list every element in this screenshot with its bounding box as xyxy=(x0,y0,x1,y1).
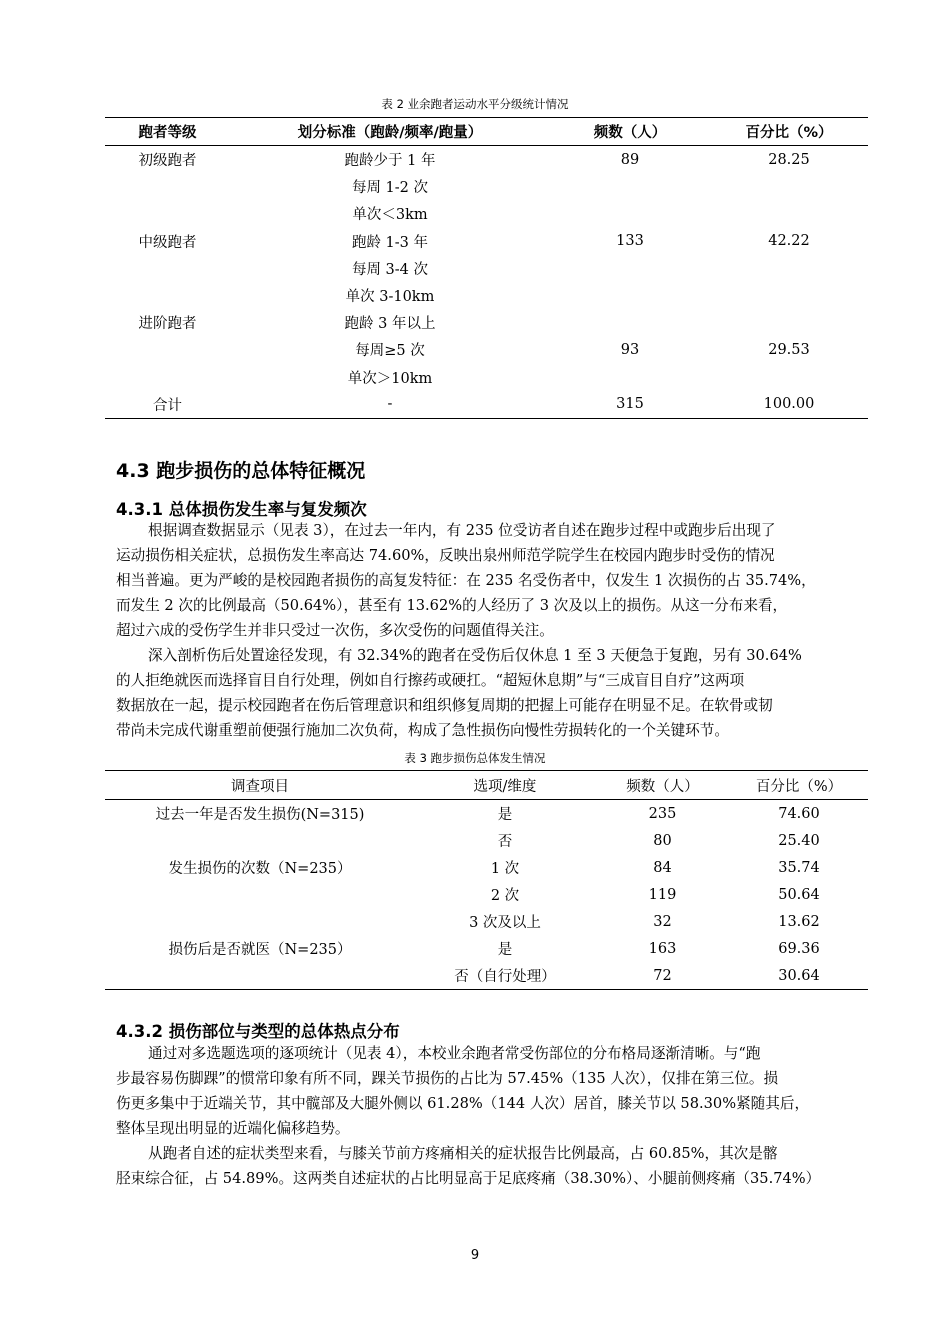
table-cell: 3 次及以上 xyxy=(469,915,541,931)
paragraph-line: 深入剖析伤后处置途径发现，有 32.34%的跑者在受伤后仅休息 1 至 3 天便急于复跑，另有 30.64% xyxy=(148,647,802,664)
table-cell: 2 次 xyxy=(490,888,520,904)
paragraph-line: 伤更多集中于近端关节，其中髋部及大腿外侧以 61.28%（144 人次）居首，膝关节以 58.30%紧随其后， xyxy=(116,1095,810,1112)
table-cell: 80 xyxy=(653,832,672,849)
table-cell xyxy=(105,881,415,908)
table-row xyxy=(105,200,868,227)
table3-caption: 表 3 跑步损伤总体发生情况 xyxy=(404,751,546,765)
table2-header-cell: 划分标准（跑龄/频率/跑量） xyxy=(230,118,550,146)
section-heading-4-3: 4.3 跑步损伤的总体特征概况 xyxy=(116,460,366,482)
table3-header-cell: 调查项目 xyxy=(105,771,415,800)
table-row xyxy=(105,935,868,962)
table-cell: 单次＜3km xyxy=(352,207,428,224)
table-cell: 89 xyxy=(620,151,640,168)
table-row xyxy=(105,309,868,336)
table-cell: 1 次 xyxy=(490,861,520,877)
table-cell: 跑龄 3 年以上 xyxy=(344,316,436,333)
table-cell xyxy=(550,282,710,309)
table-cell: 是 xyxy=(497,942,513,958)
table-cell xyxy=(550,173,710,200)
table-cell: 跑龄少于 1 年 xyxy=(344,153,436,170)
table2-header-cell: 跑者等级 xyxy=(105,118,230,146)
table3-header-cell: 选项/维度 xyxy=(415,771,595,800)
table-cell: 每周 1-2 次 xyxy=(351,180,429,197)
table-cell: 30.64 xyxy=(778,967,820,984)
table-row xyxy=(105,282,868,309)
paragraph-line: 胫束综合征，占 54.89%。这两类自述症状的占比明显高于足底疼痛（38.30%）、小腿前侧疼痛（35.74%） xyxy=(116,1170,821,1187)
table-cell: 28.25 xyxy=(768,151,810,168)
table-cell: 合计 xyxy=(153,397,182,414)
table-cell: 过去一年是否发生损伤(N=315) xyxy=(155,807,365,823)
table-cell: 中级跑者 xyxy=(138,234,197,251)
table-cell xyxy=(710,364,868,391)
table-row xyxy=(105,173,868,200)
table-cell: 84 xyxy=(653,859,672,876)
table-cell: 72 xyxy=(653,967,672,984)
paragraph-line: 从跑者自述的症状类型来看，与膝关节前方疼痛相关的症状报告比例最高，占 60.85%，其次是髂 xyxy=(148,1145,778,1162)
table-cell xyxy=(550,255,710,282)
table-cell: 235 xyxy=(648,805,677,822)
table-row xyxy=(105,962,868,990)
table2 xyxy=(105,117,868,419)
paragraph-line: 数据放在一起，提示校园跑者在伤后管理意识和组织修复周期的把握上可能存在明显不足。在软骨或韧 xyxy=(116,697,773,714)
table-cell: 69.36 xyxy=(778,940,820,957)
section-heading-4-3-2: 4.3.2 损伤部位与类型的总体热点分布 xyxy=(116,1022,400,1041)
paragraph-line: 超过六成的受伤学生并非只受过一次伤，多次受伤的问题值得关注。 xyxy=(116,622,554,639)
table-cell: 74.60 xyxy=(778,805,820,822)
table-cell xyxy=(105,255,230,282)
paragraph-line: 根据调查数据显示（见表 3），在过去一年内，有 235 位受访者自述在跑步过程中或跑步后出现了 xyxy=(148,522,776,539)
table-cell: 初级跑者 xyxy=(138,153,197,170)
table-cell: 单次 3-10km xyxy=(345,289,435,306)
table3-header-row xyxy=(105,771,868,800)
table-cell: 13.62 xyxy=(778,913,820,930)
table-cell xyxy=(710,282,868,309)
table-cell xyxy=(105,282,230,309)
paragraph-line: 带尚未完成代谢重塑前便强行施加二次负荷，构成了急性损伤向慢性劳损转化的一个关键环节。 xyxy=(116,722,729,739)
table-cell xyxy=(105,173,230,200)
table-cell: 93 xyxy=(620,341,640,358)
section-heading-4-3-1: 4.3.1 总体损伤发生率与复发频次 xyxy=(116,500,367,519)
paragraph-line: 整体呈现出明显的近端化偏移趋势。 xyxy=(116,1120,350,1137)
table-cell: 29.53 xyxy=(768,341,810,358)
table-cell: 50.64 xyxy=(778,886,820,903)
table-row xyxy=(105,146,868,174)
table-cell xyxy=(710,173,868,200)
table-cell: 发生损伤的次数（N=235） xyxy=(168,861,352,877)
table2-header-cell: 百分比（%） xyxy=(710,118,868,146)
table-cell: - xyxy=(387,396,393,413)
table-cell: 119 xyxy=(648,886,677,903)
table-cell: 损伤后是否就医（N=235） xyxy=(168,942,352,958)
paragraph-line: 的人拒绝就医而选择盲目自行处理，例如自行擦药或硬扛。“超短休息期”与“三成盲目自疗”这两项 xyxy=(116,672,745,689)
table-cell xyxy=(550,364,710,391)
table-cell: 单次＞10km xyxy=(347,370,433,387)
table3-header-cell: 百分比（%） xyxy=(730,771,868,800)
table-row xyxy=(105,228,868,255)
table-cell: 否（自行处理） xyxy=(454,969,556,985)
paragraph-line: 相当普遍。更为严峻的是校园跑者损伤的高复发特征：在 235 名受伤者中，仅发生 1 次损伤的占 35.74%， xyxy=(116,572,816,589)
table-cell: 32 xyxy=(653,913,672,930)
table-cell: 133 xyxy=(616,233,644,250)
table-row xyxy=(105,881,868,908)
table-cell: 25.40 xyxy=(778,832,820,849)
table-row xyxy=(105,854,868,881)
table-cell xyxy=(105,962,415,990)
paragraph-line: 通过对多选题选项的逐项统计（见表 4），本校业余跑者常受伤部位的分布格局逐渐清晰。与“跑 xyxy=(148,1045,761,1062)
table-cell: 每周≥5 次 xyxy=(355,343,425,360)
table-cell xyxy=(550,309,710,336)
table-cell xyxy=(550,200,710,227)
table2-header-cell: 频数（人） xyxy=(550,118,710,146)
table3-header-cell: 频数（人） xyxy=(595,771,730,800)
table-cell xyxy=(105,364,230,391)
table-cell xyxy=(105,908,415,935)
table-cell: 否 xyxy=(497,834,513,850)
paragraph-line: 步最容易伤脚踝”的惯常印象有所不同，踝关节损伤的占比为 57.45%（135 人次），仅排在第三位。损 xyxy=(116,1070,779,1087)
table-cell xyxy=(710,255,868,282)
table-cell xyxy=(105,200,230,227)
table-cell xyxy=(105,827,415,854)
table-cell: 42.22 xyxy=(768,233,810,250)
table3 xyxy=(105,770,868,990)
table-row xyxy=(105,336,868,363)
table-cell: 是 xyxy=(497,807,513,823)
paragraph-line: 运动损伤相关症状，总损伤发生率高达 74.60%，反映出泉州师范学院学生在校园内跑步时受伤的情况 xyxy=(116,547,775,564)
table-cell: 315 xyxy=(616,396,644,413)
table-cell: 100.00 xyxy=(763,396,815,413)
table-cell: 进阶跑者 xyxy=(138,316,197,333)
table-cell: 每周 3-4 次 xyxy=(351,261,429,278)
table-row xyxy=(105,827,868,854)
table-row xyxy=(105,364,868,391)
table-row xyxy=(105,908,868,935)
table-cell xyxy=(105,336,230,363)
table2-header-row xyxy=(105,118,868,146)
page-number: 9 xyxy=(470,1248,480,1263)
table-row xyxy=(105,800,868,828)
table2-caption: 表 2 业余跑者运动水平分级统计情况 xyxy=(381,97,569,111)
table-row xyxy=(105,255,868,282)
table-cell: 163 xyxy=(648,940,677,957)
table-cell: 跑龄 1-3 年 xyxy=(351,234,429,251)
table-row-total xyxy=(105,391,868,419)
table-cell xyxy=(710,309,868,336)
paragraph-line: 而发生 2 次的比例最高（50.64%），甚至有 13.62%的人经历了 3 次及以上的损伤。从这一分布来看， xyxy=(116,597,788,614)
table-cell xyxy=(710,200,868,227)
table-cell: 35.74 xyxy=(778,859,820,876)
